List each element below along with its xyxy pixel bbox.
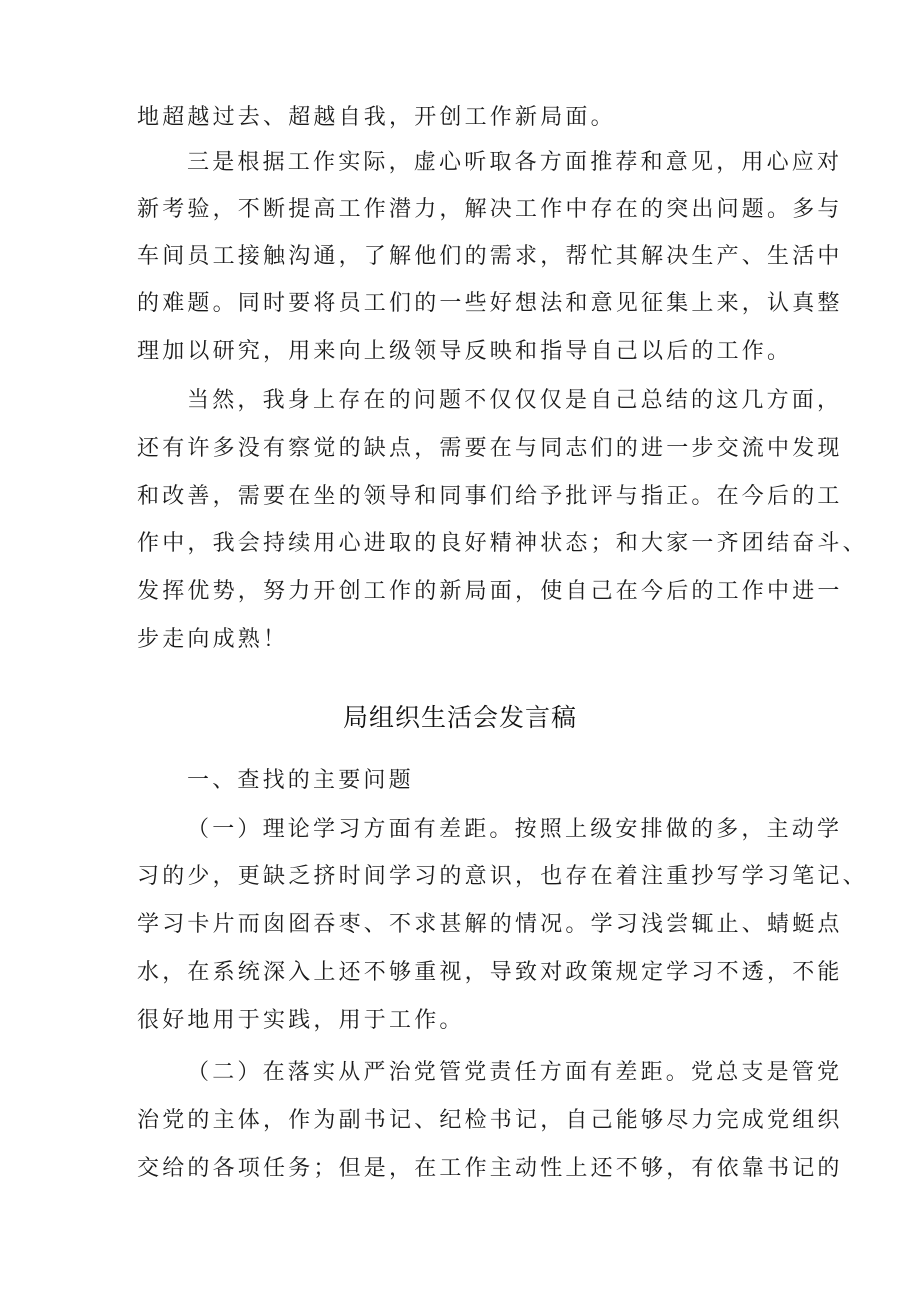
- paragraph-line: 还有许多没有察觉的缺点，需要在与同志们的进一步交流中发现: [137, 436, 843, 461]
- paragraph-line: 很好地用于实践，用于工作。: [137, 1008, 465, 1033]
- paragraph-line: （一）理论学习方面有差距。按照上级安排做的多，主动学: [187, 817, 843, 842]
- paragraph-line: 交给的各项任务；但是，在工作主动性上还不够，有依靠书记的: [137, 1156, 843, 1181]
- paragraph-line: 当然，我身上存在的问题不仅仅仅是自己总结的这几方面，: [187, 388, 843, 413]
- paragraph-line: 理加以研究，用来向上级领导反映和指导自己以后的工作。: [137, 339, 793, 364]
- paragraph-line: （二）在落实从严治党管党责任方面有差距。党总支是管党: [187, 1060, 843, 1085]
- paragraph-line: 地超越过去、超越自我，开创工作新局面。: [137, 105, 616, 130]
- document-title: 局组织生活会发言稿: [342, 703, 577, 732]
- paragraph-line: 水，在系统深入上还不够重视，导致对政策规定学习不透，不能: [137, 960, 843, 985]
- paragraph-line: 三是根据工作实际，虚心听取各方面推荐和意见，用心应对: [187, 150, 843, 175]
- paragraph-line: 步走向成熟！: [137, 627, 289, 652]
- paragraph-line: 车间员工接触沟通，了解他们的需求，帮忙其解决生产、生活中: [137, 244, 843, 269]
- paragraph-line: 新考验，不断提高工作潜力，解决工作中存在的突出问题。多与: [137, 197, 843, 222]
- section-heading: 一、查找的主要问题: [187, 768, 414, 793]
- paragraph-line: 的难题。同时要将员工们的一些好想法和意见征集上来，认真整: [137, 291, 843, 316]
- paragraph-line: 作中，我会持续用心进取的良好精神状态；和大家一齐团结奋斗、: [137, 531, 868, 556]
- paragraph-line: 治党的主体，作为副书记、纪检书记，自己能够尽力完成党组织: [137, 1108, 843, 1133]
- paragraph-line: 发挥优势，努力开创工作的新局面，使自己在今后的工作中进一: [137, 579, 843, 604]
- paragraph-line: 习的少，更缺乏挤时间学习的意识，也存在着注重抄写学习笔记、: [137, 864, 868, 889]
- paragraph-line: 和改善，需要在坐的领导和同事们给予批评与指正。在今后的工: [137, 484, 843, 509]
- paragraph-line: 学习卡片而囱囵吞枣、不求甚解的情况。学习浅尝辄止、蜻蜓点: [137, 912, 843, 937]
